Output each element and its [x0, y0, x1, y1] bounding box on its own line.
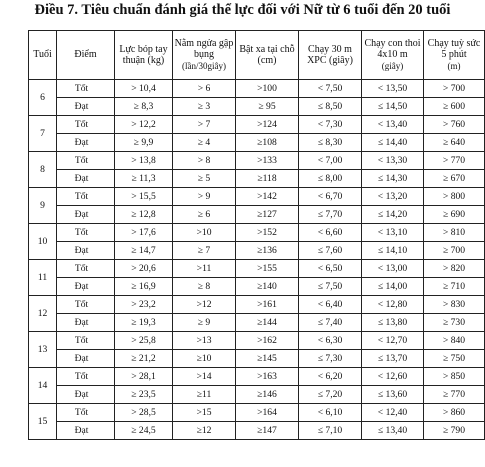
- table-row: [29, 278, 485, 296]
- level-cell: Tốt: [57, 296, 115, 314]
- header-run5: Chạy tuỳ sức 5 phút (m): [424, 31, 485, 80]
- table-row: [29, 422, 485, 440]
- run30-cell: ≤ 8,30: [299, 134, 362, 152]
- jump-cell: >142: [236, 188, 299, 206]
- run30-cell: < 6,20: [299, 368, 362, 386]
- situps-cell: > 7: [173, 116, 236, 134]
- situps-cell: >14: [173, 368, 236, 386]
- shuttle-cell: < 13,20: [362, 188, 424, 206]
- shuttle-cell: < 13,30: [362, 152, 424, 170]
- shuttle-cell: < 12,70: [362, 332, 424, 350]
- table-row: [29, 134, 485, 152]
- run30-cell: < 6,30: [299, 332, 362, 350]
- situps-cell: ≥12: [173, 422, 236, 440]
- grip-cell: ≥ 24,5: [115, 422, 173, 440]
- level-cell: Đạt: [57, 206, 115, 224]
- jump-cell: ≥136: [236, 242, 299, 260]
- jump-cell: >152: [236, 224, 299, 242]
- header-jump: Bật xa tại chỗ (cm): [236, 31, 299, 80]
- run30-cell: < 7,30: [299, 116, 362, 134]
- jump-cell: >155: [236, 260, 299, 278]
- shuttle-cell: ≤ 13,60: [362, 386, 424, 404]
- situps-cell: ≥ 9: [173, 314, 236, 332]
- level-cell: Tốt: [57, 368, 115, 386]
- table-row: [29, 368, 485, 386]
- shuttle-cell: ≤ 13,80: [362, 314, 424, 332]
- shuttle-cell: < 13,10: [362, 224, 424, 242]
- run30-cell: < 6,10: [299, 404, 362, 422]
- run30-cell: ≤ 7,40: [299, 314, 362, 332]
- grip-cell: ≥ 12,8: [115, 206, 173, 224]
- situps-cell: ≥ 3: [173, 98, 236, 116]
- situps-cell: >10: [173, 224, 236, 242]
- level-cell: Đạt: [57, 98, 115, 116]
- level-cell: Tốt: [57, 116, 115, 134]
- situps-cell: ≥ 8: [173, 278, 236, 296]
- age-cell: 6: [29, 80, 57, 116]
- run30-cell: ≤ 7,10: [299, 422, 362, 440]
- grip-cell: ≥ 8,3: [115, 98, 173, 116]
- level-cell: Đạt: [57, 314, 115, 332]
- situps-cell: >11: [173, 260, 236, 278]
- shuttle-cell: ≤ 14,20: [362, 206, 424, 224]
- jump-cell: >163: [236, 368, 299, 386]
- level-cell: Đạt: [57, 134, 115, 152]
- level-cell: Đạt: [57, 242, 115, 260]
- grip-cell: > 17,6: [115, 224, 173, 242]
- jump-cell: ≥140: [236, 278, 299, 296]
- run5-cell: ≥ 750: [424, 350, 485, 368]
- run5-cell: > 860: [424, 404, 485, 422]
- table-row: [29, 206, 485, 224]
- table-row: [29, 188, 485, 206]
- grip-cell: > 15,5: [115, 188, 173, 206]
- run5-cell: ≥ 730: [424, 314, 485, 332]
- grip-cell: > 28,5: [115, 404, 173, 422]
- run30-cell: ≤ 7,50: [299, 278, 362, 296]
- table-row: [29, 332, 485, 350]
- level-cell: Đạt: [57, 278, 115, 296]
- shuttle-cell: ≤ 14,40: [362, 134, 424, 152]
- table-row: [29, 296, 485, 314]
- age-cell: 12: [29, 296, 57, 332]
- header-age: Tuổi: [29, 31, 57, 80]
- fitness-standards-table: [28, 30, 485, 440]
- grip-cell: ≥ 14,7: [115, 242, 173, 260]
- run5-cell: > 850: [424, 368, 485, 386]
- grip-cell: ≥ 16,9: [115, 278, 173, 296]
- run30-cell: ≤ 7,70: [299, 206, 362, 224]
- run5-cell: > 830: [424, 296, 485, 314]
- table-row: [29, 350, 485, 368]
- age-cell: 8: [29, 152, 57, 188]
- jump-cell: ≥108: [236, 134, 299, 152]
- header-situps: Nằm ngửa gập bụng (lần/30giây): [173, 31, 236, 80]
- grip-cell: > 28,1: [115, 368, 173, 386]
- run5-cell: > 800: [424, 188, 485, 206]
- age-cell: 15: [29, 404, 57, 440]
- table-row: [29, 386, 485, 404]
- level-cell: Tốt: [57, 260, 115, 278]
- age-cell: 11: [29, 260, 57, 296]
- grip-cell: ≥ 21,2: [115, 350, 173, 368]
- level-cell: Đạt: [57, 422, 115, 440]
- table-row: [29, 98, 485, 116]
- header-grip: Lực bóp tay thuận (kg): [115, 31, 173, 80]
- situps-cell: > 6: [173, 80, 236, 98]
- run30-cell: < 6,70: [299, 188, 362, 206]
- table-row: [29, 80, 485, 98]
- situps-cell: >12: [173, 296, 236, 314]
- run30-cell: ≤ 8,00: [299, 170, 362, 188]
- situps-cell: ≥10: [173, 350, 236, 368]
- run5-cell: ≥ 790: [424, 422, 485, 440]
- run5-cell: > 700: [424, 80, 485, 98]
- run30-cell: < 6,50: [299, 260, 362, 278]
- grip-cell: ≥ 23,5: [115, 386, 173, 404]
- level-cell: Đạt: [57, 350, 115, 368]
- run5-cell: ≥ 600: [424, 98, 485, 116]
- run5-cell: > 810: [424, 224, 485, 242]
- table-row: [29, 260, 485, 278]
- grip-cell: > 12,2: [115, 116, 173, 134]
- shuttle-cell: ≤ 14,50: [362, 98, 424, 116]
- grip-cell: ≥ 9,9: [115, 134, 173, 152]
- table-row: [29, 224, 485, 242]
- situps-cell: ≥ 4: [173, 134, 236, 152]
- jump-cell: ≥147: [236, 422, 299, 440]
- age-cell: 9: [29, 188, 57, 224]
- run5-cell: > 760: [424, 116, 485, 134]
- age-cell: 14: [29, 368, 57, 404]
- run30-cell: ≤ 8,50: [299, 98, 362, 116]
- situps-cell: > 8: [173, 152, 236, 170]
- table-body: [29, 80, 485, 440]
- situps-cell: ≥ 6: [173, 206, 236, 224]
- shuttle-cell: ≤ 14,30: [362, 170, 424, 188]
- shuttle-cell: < 13,00: [362, 260, 424, 278]
- run5-cell: ≥ 710: [424, 278, 485, 296]
- shuttle-cell: ≤ 13,70: [362, 350, 424, 368]
- age-cell: 7: [29, 116, 57, 152]
- run5-cell: ≥ 640: [424, 134, 485, 152]
- article-title: Điều 7. Tiêu chuẩn đánh giá thể lực đối với Nữ từ 6 tuổi đến 20 tuổi: [34, 2, 451, 18]
- header-level: Điểm: [57, 31, 115, 80]
- jump-cell: ≥146: [236, 386, 299, 404]
- level-cell: Tốt: [57, 152, 115, 170]
- situps-cell: ≥ 5: [173, 170, 236, 188]
- jump-cell: ≥145: [236, 350, 299, 368]
- grip-cell: ≥ 11,3: [115, 170, 173, 188]
- run30-cell: ≤ 7,30: [299, 350, 362, 368]
- table-row: [29, 404, 485, 422]
- run5-cell: > 820: [424, 260, 485, 278]
- level-cell: Tốt: [57, 80, 115, 98]
- jump-cell: ≥127: [236, 206, 299, 224]
- run5-cell: > 840: [424, 332, 485, 350]
- level-cell: Đạt: [57, 386, 115, 404]
- level-cell: Tốt: [57, 332, 115, 350]
- run30-cell: < 7,00: [299, 152, 362, 170]
- run5-cell: > 770: [424, 152, 485, 170]
- table-row: [29, 242, 485, 260]
- table-row: [29, 170, 485, 188]
- run30-cell: < 7,50: [299, 80, 362, 98]
- table-row: [29, 314, 485, 332]
- grip-cell: > 25,8: [115, 332, 173, 350]
- situps-cell: > 9: [173, 188, 236, 206]
- jump-cell: ≥118: [236, 170, 299, 188]
- jump-cell: ≥144: [236, 314, 299, 332]
- grip-cell: > 20,6: [115, 260, 173, 278]
- jump-cell: >100: [236, 80, 299, 98]
- grip-cell: > 23,2: [115, 296, 173, 314]
- situps-cell: >15: [173, 404, 236, 422]
- header-row: [29, 31, 485, 80]
- shuttle-cell: < 13,50: [362, 80, 424, 98]
- run5-cell: ≥ 690: [424, 206, 485, 224]
- grip-cell: ≥ 19,3: [115, 314, 173, 332]
- header-run30: Chạy 30 m XPC (giây): [299, 31, 362, 80]
- jump-cell: ≥ 95: [236, 98, 299, 116]
- jump-cell: >161: [236, 296, 299, 314]
- grip-cell: > 13,8: [115, 152, 173, 170]
- shuttle-cell: < 12,40: [362, 404, 424, 422]
- situps-cell: ≥ 7: [173, 242, 236, 260]
- shuttle-cell: < 12,80: [362, 296, 424, 314]
- level-cell: Tốt: [57, 404, 115, 422]
- level-cell: Đạt: [57, 170, 115, 188]
- run30-cell: < 6,40: [299, 296, 362, 314]
- shuttle-cell: < 12,60: [362, 368, 424, 386]
- table-row: [29, 152, 485, 170]
- table-row: [29, 116, 485, 134]
- age-cell: 13: [29, 332, 57, 368]
- run5-cell: ≥ 700: [424, 242, 485, 260]
- situps-cell: ≥11: [173, 386, 236, 404]
- jump-cell: >162: [236, 332, 299, 350]
- level-cell: Tốt: [57, 224, 115, 242]
- run30-cell: ≤ 7,20: [299, 386, 362, 404]
- jump-cell: >133: [236, 152, 299, 170]
- shuttle-cell: ≤ 13,40: [362, 422, 424, 440]
- level-cell: Tốt: [57, 188, 115, 206]
- run5-cell: ≥ 770: [424, 386, 485, 404]
- run30-cell: ≤ 7,60: [299, 242, 362, 260]
- header-shuttle: Chạy con thoi 4x10 m (giây): [362, 31, 424, 80]
- shuttle-cell: < 13,40: [362, 116, 424, 134]
- grip-cell: > 10,4: [115, 80, 173, 98]
- shuttle-cell: ≤ 14,00: [362, 278, 424, 296]
- jump-cell: >164: [236, 404, 299, 422]
- situps-cell: >13: [173, 332, 236, 350]
- jump-cell: >124: [236, 116, 299, 134]
- shuttle-cell: ≤ 14,10: [362, 242, 424, 260]
- run5-cell: ≥ 670: [424, 170, 485, 188]
- age-cell: 10: [29, 224, 57, 260]
- run30-cell: < 6,60: [299, 224, 362, 242]
